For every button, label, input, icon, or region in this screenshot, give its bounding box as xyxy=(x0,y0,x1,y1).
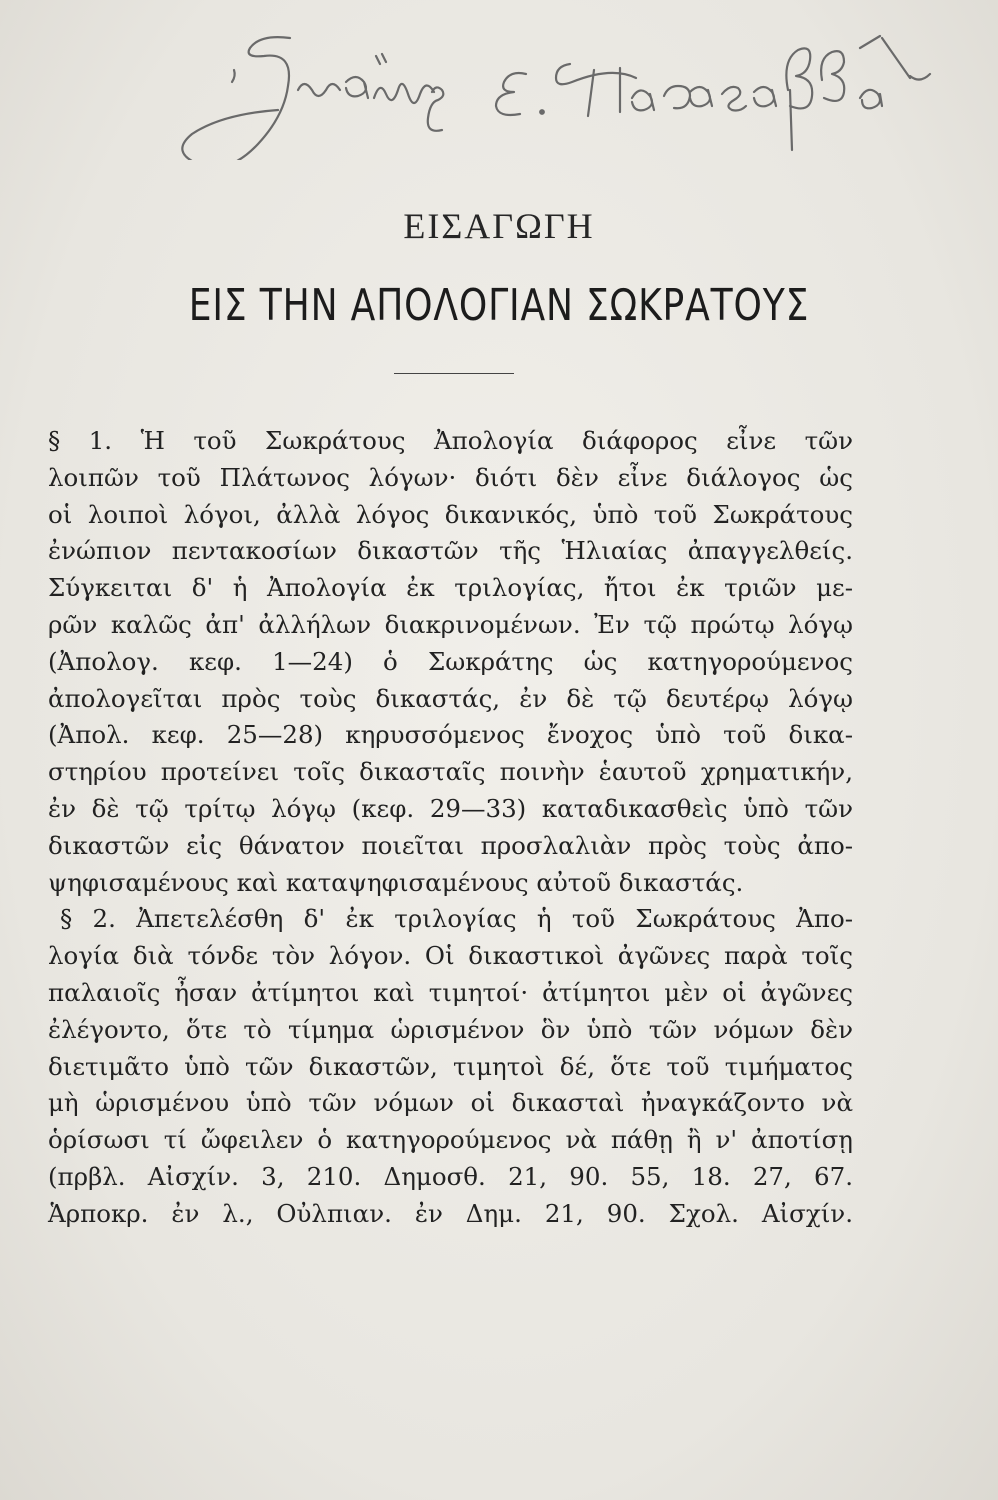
text-line: λογία διὰ τόνδε τὸν λόγον. Οἱ δικαστικοὶ ἀγῶνες παρὰ τοῖς xyxy=(48,941,853,971)
page-title: ΕΙΣΑΓΩΓΗ xyxy=(403,206,595,246)
body-text xyxy=(48,423,853,1233)
text-line: μὴ ὡρισμένου ὑπὸ τῶν νόμων οἱ δικασταὶ ἠναγκάζοντο νὰ xyxy=(48,1088,853,1118)
text-line: Σύγκειται δ' ἡ Ἀπολογία ἐκ τριλογίας, ἤτοι ἐκ τριῶν με- xyxy=(48,573,853,603)
text-line: δικαστῶν εἰς θάνατον ποιεῖται προσλαλιὰν πρὸς τοὺς ἀπο- xyxy=(48,830,853,860)
text-line: (Ἀπολογ. κεφ. 1—24) ὁ Σωκράτης ὡς κατηγορούμενος xyxy=(48,646,853,676)
text-line: (πρβλ. Αἰσχίν. 3, 210. Δημοσθ. 21, 90. 55, 18. 27, 67. xyxy=(48,1161,853,1191)
title-divider xyxy=(394,373,514,374)
text-line: § 1. Ἡ τοῦ Σωκράτους Ἀπολογία διάφορος εἶνε τῶν xyxy=(48,426,853,455)
text-line: ἐν δὲ τῷ τρίτῳ λόγῳ (κεφ. 29—33) καταδικασθεὶς ὑπὸ τῶν xyxy=(48,793,853,823)
page-subtitle: ΕΙΣ ΤΗΝ ΑΠΟΛΟΓΙΑΝ ΣΩΚΡΑΤΟΥΣ xyxy=(188,280,810,331)
handwritten-signature xyxy=(170,20,990,160)
text-line: λοιπῶν τοῦ Πλάτωνος λόγων· διότι δὲν εἶνε διάλογος ὡς xyxy=(48,462,853,492)
text-line: (Ἀπολ. κεφ. 25—28) κηρυσσόμενος ἔνοχος ὑπὸ τοῦ δικα- xyxy=(48,720,853,750)
text-line: ἐνώπιον πεντακοσίων δικαστῶν τῆς Ἡλιαίας ἀπαγγελθείς. xyxy=(48,536,853,566)
text-line: ὁρίσωσι τί ὤφειλεν ὁ κατηγορούμενος νὰ πάθῃ ἢ ν' ἀποτίσῃ xyxy=(48,1125,853,1155)
text-line: ἐλέγοντο, ὅτε τὸ τίμημα ὡρισμένον ὃν ὑπὸ τῶν νόμων δὲν xyxy=(48,1014,853,1044)
text-line: ψηφισαμένους καὶ καταψηφισαμένους αὐτοῦ δικαστάς. xyxy=(48,867,744,897)
text-line: ἀπολογεῖται πρὸς τοὺς δικαστάς, ἐν δὲ τῷ δευτέρῳ λόγῳ xyxy=(48,683,853,713)
text-line: § 2. Ἀπετελέσθη δ' ἐκ τριλογίας ἡ τοῦ Σωκράτους Ἀπο- xyxy=(60,904,853,934)
text-line: στηρίου προτείνει τοῖς δικασταῖς ποινὴν ἑαυτοῦ χρηματικήν, xyxy=(48,757,853,787)
text-line: διετιμᾶτο ὑπὸ τῶν δικαστῶν, τιμητοὶ δέ, ὅτε τοῦ τιμήματος xyxy=(48,1051,853,1081)
text-line: Ἁρποκρ. ἐν λ., Οὐλπιαν. ἐν Δημ. 21, 90. Σχολ. Αἰσχίν. xyxy=(48,1198,853,1228)
text-line: οἱ λοιποὶ λόγοι, ἀλλὰ λόγος δικανικός, ὑπὸ τοῦ Σωκράτους xyxy=(48,499,853,529)
text-line: παλαιοῖς ἦσαν ἀτίμητοι καὶ τιμητοί· ἀτίμητοι μὲν οἱ ἀγῶνες xyxy=(48,977,853,1007)
text-line: ρῶν καλῶς ἀπ' ἀλλήλων διακρινομένων. Ἐν τῷ πρώτῳ λόγῳ xyxy=(48,609,853,639)
